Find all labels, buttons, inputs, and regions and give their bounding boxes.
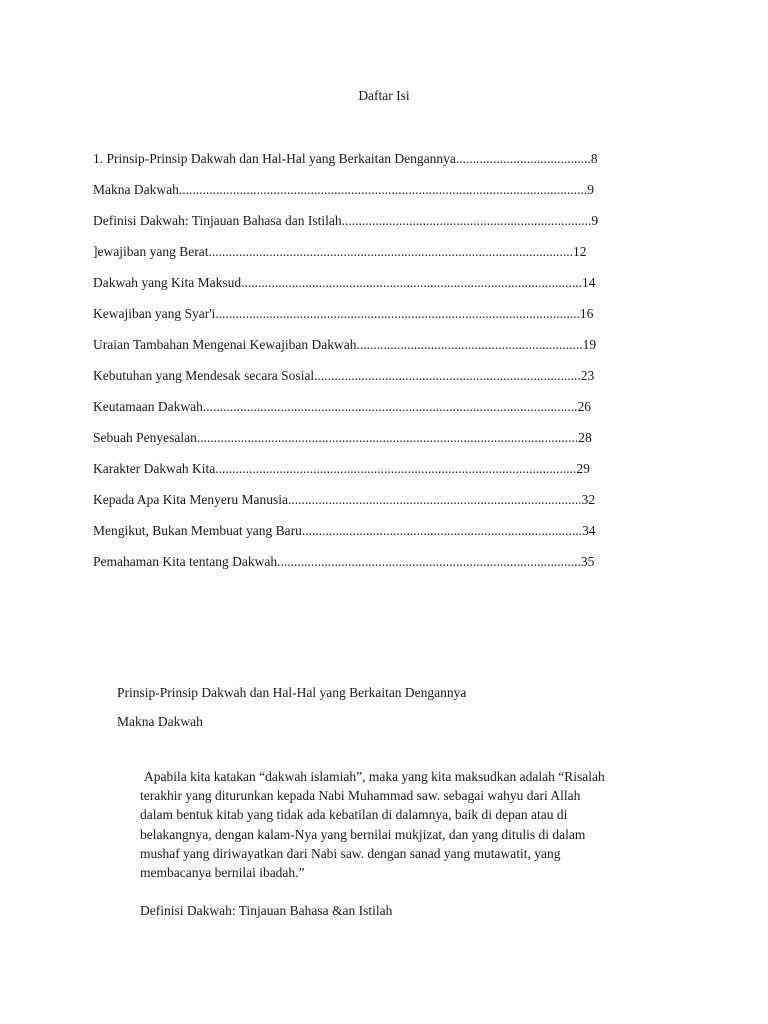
- toc-entry: Makna Dakwah.........................................................................................................................9: [93, 182, 594, 197]
- toc-entry: Uraian Tambahan Mengenai Kewajiban Dakwah...................................................................19: [93, 337, 597, 352]
- toc-entry: Keutamaan Dakwah...............................................................................................................26: [93, 399, 591, 414]
- toc-entry: Definisi Dakwah: Tinjauan Bahasa dan Istilah..........................................................................9: [93, 213, 599, 228]
- toc-entry: Mengikut, Bukan Membuat yang Baru...................................................................................34: [93, 523, 596, 538]
- toc-entry: Kewajiban yang Syar'i............................................................................................................16: [93, 306, 594, 321]
- toc-entry: 1. Prinsip-Prinsip Dakwah dan Hal-Hal yang Berkaitan Dengannya........................................8: [93, 151, 598, 166]
- toc-entry: Pemahaman Kita tentang Dakwah..........................................................................................35: [93, 554, 595, 569]
- toc-entry: Karakter Dakwah Kita...........................................................................................................29: [93, 461, 590, 476]
- toc-entry: ]ewajiban yang Berat............................................................................................................12: [93, 244, 587, 259]
- section-heading: Prinsip-Prinsip Dakwah dan Hal-Hal yang Berkaitan Dengannya: [117, 685, 467, 700]
- toc-entry: Kebutuhan yang Mendesak secara Sosial...............................................................................23: [93, 368, 595, 383]
- toc-entry: Dakwah yang Kita Maksud.....................................................................................................14: [93, 275, 596, 290]
- toc-list: [93, 150, 598, 584]
- subsection-heading: Makna Dakwah: [117, 714, 203, 729]
- next-section-heading: Definisi Dakwah: Tinjauan Bahasa &an Istilah: [140, 903, 393, 918]
- toc-entry: Kepada Apa Kita Menyeru Manusia.......................................................................................32: [93, 492, 596, 507]
- section-headings: [117, 684, 466, 742]
- toc-entry: Sebuah Penyesalan.................................................................................................................28: [93, 430, 592, 445]
- body-paragraph: Apabila kita katakan “dakwah islamiah”, maka yang kita maksudkan adalah “Risalah terakhir yang diturunkan kepada Nabi Muhammad saw. sebagai wahyu dari Allah dalam bentuk kitab yang tidak ada kebatilan di dalamnya, baik di depan atau di belakangnya, dengan kalam-Nya yang bernilai mukjizat, dan yang ditulis di dalam mushaf yang diriwayatkan dari Nabi saw. dengan sanad yang mutawatit, yang membacanya bernilai ibadah.”: [140, 769, 605, 881]
- toc-title: Daftar Isi: [358, 88, 410, 103]
